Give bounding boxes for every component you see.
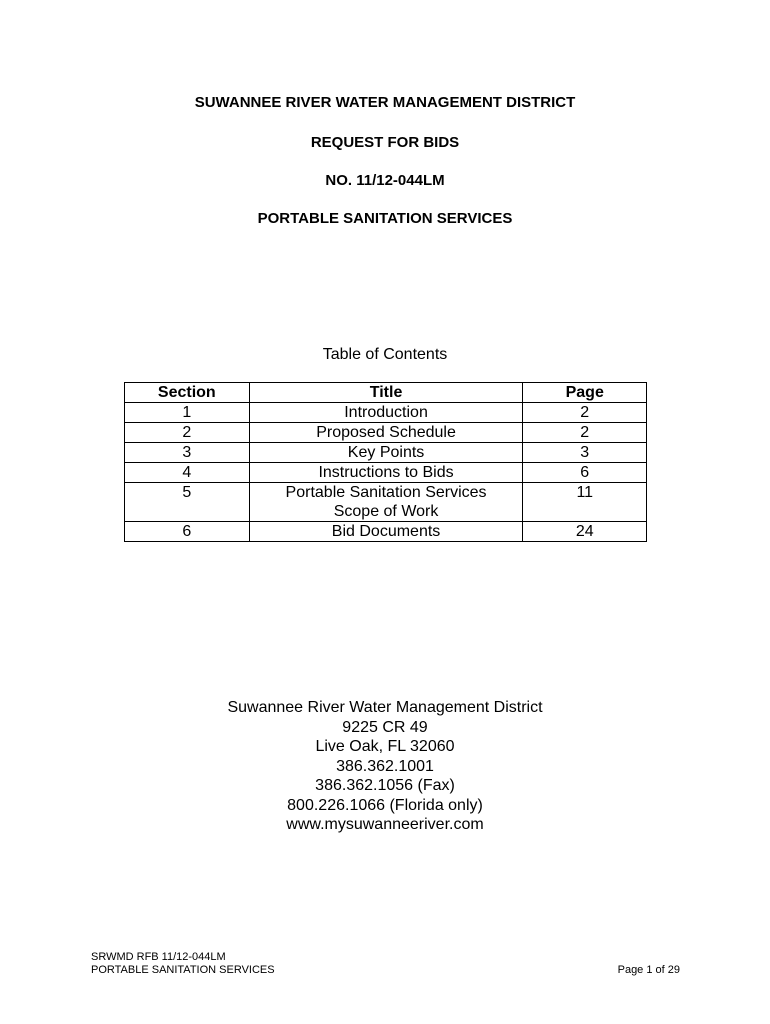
- table-row: [125, 423, 647, 443]
- toc-header-section: Section: [125, 383, 250, 403]
- toc-header-title: Title: [249, 383, 523, 403]
- phone-number: 386.362.1001: [336, 757, 434, 775]
- street-address: 9225 CR 49: [342, 718, 428, 736]
- subject-title: PORTABLE SANITATION SERVICES: [257, 210, 513, 227]
- website-link[interactable]: www.mysuwanneeriver.com: [286, 816, 484, 833]
- table-row: [125, 483, 647, 522]
- footer-line-1: SRWMD RFB 11/12-044LM: [91, 951, 226, 963]
- table-row: [125, 522, 647, 542]
- toc-title-cell: [249, 483, 523, 522]
- toc-title-cell: Key Points: [249, 443, 523, 463]
- request-type-title: REQUEST FOR BIDS: [310, 134, 460, 151]
- toc-page-cell: 3: [523, 443, 647, 463]
- footer-line-2: PORTABLE SANITATION SERVICES: [91, 964, 275, 976]
- toc-title-cell: Introduction: [249, 403, 523, 423]
- toc-section-cell: 4: [125, 463, 250, 483]
- city-state-zip: Live Oak, FL 32060: [315, 738, 455, 755]
- toc-title-cell: Bid Documents: [249, 522, 523, 542]
- district-name: Suwannee River Water Management District: [227, 699, 543, 716]
- toc-header-page: Page: [523, 383, 647, 403]
- toc-section-cell: 2: [125, 423, 250, 443]
- toc-page-cell: 6: [523, 463, 647, 483]
- table-row: [125, 463, 647, 483]
- footer-page-number: Page 1 of 29: [617, 964, 680, 976]
- toc-section-cell: 1: [125, 403, 250, 423]
- toc-page-cell: 2: [523, 423, 647, 443]
- toc-caption: Table of Contents: [322, 346, 448, 363]
- toc-header-row: [125, 383, 647, 403]
- table-of-contents: [124, 382, 647, 542]
- bid-number-title: NO. 11/12-044LM: [325, 172, 445, 189]
- toc-title-cell: Instructions to Bids: [249, 463, 523, 483]
- toll-free-number: 800.226.1066 (Florida only): [287, 796, 483, 814]
- organization-title: SUWANNEE RIVER WATER MANAGEMENT DISTRICT: [194, 94, 576, 111]
- toc-title-line: Scope of Work: [333, 503, 439, 520]
- toc-page-cell: 2: [523, 403, 647, 423]
- footer-document-id: [91, 951, 275, 977]
- table-row: [125, 443, 647, 463]
- toc-section-cell: 6: [125, 522, 250, 542]
- toc-section-cell: 5: [125, 483, 250, 522]
- contact-address-block: [0, 698, 770, 835]
- toc-title-line: Portable Sanitation Services: [285, 484, 487, 501]
- fax-number: 386.362.1056 (Fax): [315, 777, 455, 794]
- toc-section-cell: 3: [125, 443, 250, 463]
- toc-page-cell: 11: [523, 483, 647, 522]
- toc-title-cell: Proposed Schedule: [249, 423, 523, 443]
- table-row: [125, 403, 647, 423]
- toc-page-cell: 24: [523, 522, 647, 542]
